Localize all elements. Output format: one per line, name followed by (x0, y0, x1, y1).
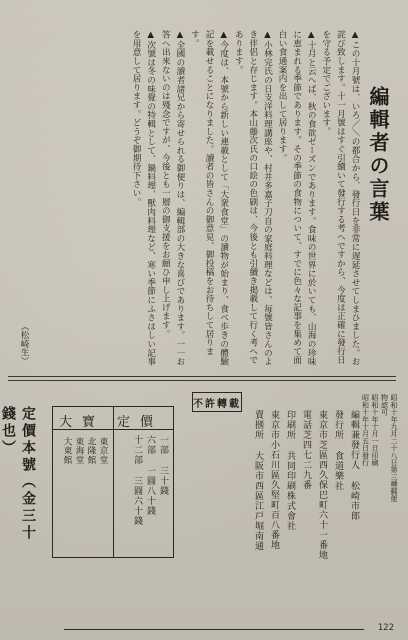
publisher-line: 印刷所 共同印刷株式會社 (285, 410, 295, 531)
reprint-notice: 不許轉載 (192, 392, 242, 412)
distributor-item: 東京堂 (98, 437, 108, 465)
date-line: 昭和十年十月一日印刷 (371, 394, 379, 466)
price-row: 六部 一圓八十錢 (145, 435, 155, 516)
publication-dates (361, 394, 398, 506)
date-line: 昭和十年九月二十八日第三種郵便物認可 (380, 394, 398, 502)
editorial-title: 編輯者の言葉 (366, 86, 390, 224)
editorial-paragraph: ▲この十月號は、いろ／＼の都合から、發行日を非常に遅延させてしまひました。お詫び致します。十一月號はすぐ引續いて發行する考へですから、今度は正確に發行日を守る予定でございます。 (320, 30, 360, 366)
distributor-list (61, 437, 109, 549)
editorial-section (10, 28, 394, 370)
price-table (52, 406, 174, 558)
publisher-line: 賣捌所 大阪市西區江戸堀南通 (253, 410, 263, 551)
editorial-paragraph: ▲十月と云へば、秋の食欲ゼーズンであります。食味の世界に於いても、山海の珍味に恵まれる季節であります。その季節の食物について、すでに色々な記事を集めて面白い食通案内を出して居ります。 (277, 30, 317, 366)
distributor-item: 北隆館 (86, 437, 96, 465)
section-divider (8, 376, 396, 377)
publisher-line: 東京市小石川區久堅町百八番地 (269, 410, 279, 550)
price-header-left: 大寶 (59, 415, 106, 430)
footer-rule (64, 629, 364, 630)
publisher-line: 編輯兼發行人 松崎市郎 (349, 410, 359, 521)
editorial-paragraph: ▲今度は、本號から新しい連載として「大衆食堂」の讀物が始まり、食べ歩きの體驗記を載せることになりました。讀者の皆さんの御意見、御投稿をお待ちして居ります。 (189, 30, 229, 366)
publisher-line: 發行所 食道樂社 (333, 410, 343, 491)
section-divider (8, 380, 396, 381)
price-header-right: 定價 (117, 415, 164, 430)
publisher-line: 電話芝四七二九番 (301, 410, 311, 490)
editorial-paragraph: ▲小林完氏の日支洋料理講座や、村井多嘉子刀自の家庭料理などは、毎號皆さんのよき伴侶と存じます。本山藤次氏の口絵の色刷は、今後とも引續き掲載して行く考へであります。 (233, 30, 273, 366)
editorial-paragraph: ▲全國の讀者諸兄から寄せられる御便りは、編輯部の大きな喜びであります。一一お答へ出來ないのは殘念ですが、今後とも一層の御支援をお願ひ申し上げます。 (160, 30, 185, 366)
price-table-divider (113, 407, 114, 557)
publishing-info (184, 394, 398, 614)
distributor-item: 東海堂 (74, 437, 84, 465)
publisher-details (212, 410, 362, 610)
date-line: 昭和十年十月五日發行 (361, 394, 370, 466)
price-row: 十二部 三圓六十錢 (132, 435, 142, 526)
publisher-line: 東京市芝區西久保巴町六十一番地 (317, 410, 327, 560)
distributor-item: 大東館 (62, 437, 72, 465)
page-number: 122 (377, 623, 394, 633)
editorial-body (10, 30, 362, 368)
colophon (0, 390, 398, 622)
price-row: 一部 三十錢 (158, 435, 168, 496)
price-rows (117, 435, 169, 551)
editorial-signature: （松崎生） (19, 322, 29, 365)
price-this-issue: 定價本號（金三十錢也） (0, 406, 36, 542)
editorial-paragraph: ▲次號は冬の味覺の特輯として、鍋料理、獸肉料理など、寒い季節にふさはしい記事を用意して居ります。どうぞ御期待下さい。 (131, 30, 156, 366)
